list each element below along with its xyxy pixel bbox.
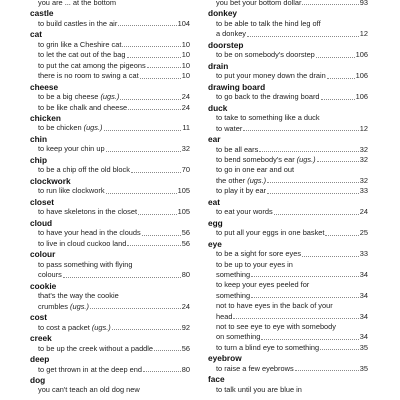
idiom-line	[208, 29, 368, 39]
entry-keyword: face	[208, 374, 225, 385]
idiom-text: to cost a packet (ugs.)	[38, 322, 111, 332]
idiom-text: to go back to the drawing board	[216, 92, 320, 102]
idiom-text: on something	[216, 332, 261, 342]
index-entry	[208, 61, 368, 82]
dot-leader	[320, 349, 359, 350]
index-entry	[30, 249, 190, 280]
page-number: 24	[181, 92, 190, 102]
dot-leader	[106, 193, 177, 194]
idiom-text: to be on somebody's doorstep	[216, 50, 315, 60]
index-entry	[208, 82, 368, 103]
dot-leader	[259, 151, 358, 152]
page-number: 32	[181, 144, 190, 154]
idiom-text: to be like chalk and cheese	[38, 102, 128, 112]
idiom-text: to run like clockwork	[38, 186, 105, 196]
idiom-text: you are ... at the bottom	[38, 0, 117, 7]
page-number: 56	[181, 343, 190, 353]
idiom-text: to eat your words	[216, 207, 273, 217]
idiom-text: to let the cat out of the bag	[38, 50, 126, 60]
dot-leader	[112, 329, 181, 330]
dot-leader	[317, 161, 359, 162]
idiom-line	[30, 302, 190, 312]
idiom-line	[30, 365, 190, 375]
idiom-line	[30, 40, 190, 50]
index-entry	[30, 29, 190, 81]
dot-leader	[147, 67, 181, 68]
idiom-line	[30, 165, 190, 175]
dot-leader	[251, 276, 359, 277]
entry-keyword: drawing board	[208, 81, 266, 92]
page-number: 56	[181, 228, 190, 238]
idiom-text: to bend somebody's ear (ugs.)	[216, 155, 316, 165]
page-number: 70	[181, 165, 190, 175]
page-number: 80	[181, 364, 190, 374]
idiom-text: you bet your bottom dollar	[216, 0, 302, 7]
page-number: 12	[359, 29, 368, 39]
page-number: 34	[359, 311, 368, 321]
idiom-line	[208, 207, 368, 217]
idiom-text: to play it by ear	[216, 186, 267, 196]
dot-leader	[233, 318, 358, 319]
idiom-line	[208, 322, 368, 332]
entry-keyword: cookie	[30, 280, 57, 291]
index-entry	[30, 354, 190, 375]
page-number: 56	[181, 238, 190, 248]
entry-keyword: colour	[30, 249, 56, 260]
page-number: 12	[359, 123, 368, 133]
idiom-text: to get thrown in at the deep end	[38, 364, 142, 374]
idiom-line	[208, 270, 368, 280]
idiom-text: to have your head in the clouds	[38, 228, 141, 238]
idiom-line	[208, 332, 368, 342]
index-entry	[30, 333, 190, 354]
dot-leader	[325, 235, 358, 236]
dot-leader	[140, 78, 181, 79]
idiom-line	[30, 323, 190, 333]
idiom-line	[30, 92, 190, 102]
idiom-text: to water	[216, 123, 243, 133]
entry-keyword: castle	[30, 8, 54, 19]
entry-keyword: eat	[208, 196, 220, 207]
idiom-text: to be chicken (ugs.)	[38, 123, 103, 133]
idiom-text: to be up the creek without a paddle	[38, 343, 154, 353]
idiom-text: that's the way the cookie	[38, 291, 119, 301]
idiom-text: to raise a few eyebrows	[216, 363, 294, 373]
index-entry	[30, 312, 190, 333]
index-entry	[30, 113, 190, 134]
idiom-text: to be a sight for sore eyes	[216, 249, 302, 259]
idiom-text: to be a big cheese (ugs.)	[38, 92, 120, 102]
dot-leader	[267, 182, 359, 183]
index-entry	[30, 176, 190, 197]
index-entry	[30, 8, 190, 29]
page-number: 35	[359, 342, 368, 352]
page-number: 105	[177, 186, 190, 196]
index-entry	[30, 155, 190, 176]
page-number: 10	[181, 60, 190, 70]
entry-keyword: clockwork	[30, 175, 71, 186]
idiom-line	[208, 343, 368, 353]
dot-leader	[251, 297, 359, 298]
dot-leader	[267, 193, 359, 194]
idiom-line	[30, 19, 190, 29]
dot-leader	[104, 130, 182, 131]
dot-leader	[321, 99, 355, 100]
idiom-line	[208, 301, 368, 311]
dot-leader	[143, 371, 181, 372]
page-number: 25	[359, 228, 368, 238]
page-number: 106	[355, 50, 368, 60]
idiom-line	[30, 239, 190, 249]
index-entry	[208, 40, 368, 61]
idiom-text: to put all your eggs in one basket	[216, 228, 325, 238]
idiom-line	[208, 280, 368, 290]
page-number: 24	[359, 207, 368, 217]
index-entry	[208, 374, 368, 395]
idiom-text: something	[216, 269, 251, 279]
dot-leader	[295, 370, 359, 371]
page-number: 104	[177, 18, 190, 28]
idiom-line	[208, 312, 368, 322]
page-number: 32	[359, 144, 368, 154]
dot-leader	[247, 36, 359, 37]
idiom-text: to put the cat among the pigeons	[38, 60, 146, 70]
idiom-line	[30, 291, 190, 301]
idiom-line	[208, 50, 368, 60]
entry-keyword: cheese	[30, 81, 59, 92]
idiom-line	[30, 344, 190, 354]
idiom-text: to be all ears	[216, 144, 259, 154]
dot-leader	[302, 4, 358, 5]
index-entry	[208, 197, 368, 218]
idiom-line	[30, 270, 190, 280]
dot-leader	[63, 277, 181, 278]
entry-keyword: eyebrow	[208, 353, 242, 364]
index-entry	[208, 353, 368, 374]
index-entry	[208, 218, 368, 239]
idiom-line	[208, 385, 368, 395]
idiom-line	[208, 19, 368, 29]
idiom-text: you can't teach an old dog new	[38, 385, 140, 395]
entry-keyword: duck	[208, 102, 228, 113]
page-number: 24	[181, 102, 190, 112]
index-entry	[208, 0, 368, 8]
page-number: 34	[359, 332, 368, 342]
idiom-text: to live in cloud cuckoo land	[38, 238, 127, 248]
idiom-text: to keep your chin up	[38, 144, 105, 154]
entry-keyword: closet	[30, 196, 54, 207]
idiom-text: to keep your eyes peeled for	[216, 280, 310, 290]
idiom-text: a donkey	[216, 29, 246, 39]
index-column-left	[30, 0, 190, 396]
entry-keyword: drain	[208, 60, 229, 71]
page-number: 92	[181, 322, 190, 332]
idiom-line	[30, 103, 190, 113]
page-number: 35	[359, 363, 368, 373]
page-number: 105	[177, 207, 190, 217]
idiom-text: to put your money down the drain	[216, 71, 326, 81]
idiom-text: there is no room to swing a cat	[38, 71, 139, 81]
idiom-line	[30, 71, 190, 81]
entry-keyword: egg	[208, 217, 223, 228]
entry-keyword: chip	[30, 154, 48, 165]
page-number: 33	[359, 186, 368, 196]
idiom-text: head	[216, 311, 233, 321]
idiom-line	[208, 228, 368, 238]
dot-leader	[127, 57, 181, 58]
page-number: 106	[355, 92, 368, 102]
dot-leader	[122, 46, 180, 47]
page-number: 106	[355, 71, 368, 81]
idiom-line	[208, 249, 368, 259]
index-entry	[30, 197, 190, 218]
index-entry	[208, 8, 368, 39]
entry-keyword: deep	[30, 353, 50, 364]
idiom-text: not to have eyes in the back of your	[216, 301, 333, 311]
idiom-text: not to see eye to eye with somebody	[216, 321, 336, 331]
dot-leader	[120, 99, 180, 100]
idiom-line	[208, 364, 368, 374]
idiom-line	[30, 144, 190, 154]
idiom-line	[208, 291, 368, 301]
index-entry	[208, 134, 368, 197]
idiom-text: to talk until you are blue in	[216, 384, 302, 394]
idiom-line	[208, 165, 368, 175]
idiom-line	[208, 186, 368, 196]
page-number: 10	[181, 50, 190, 60]
entry-keyword: donkey	[208, 8, 238, 19]
idiom-line	[208, 176, 368, 186]
idiom-text: something	[216, 290, 251, 300]
page-number: 93	[359, 0, 368, 7]
idiom-text: crumbles (ugs.)	[38, 301, 89, 311]
idiom-text: to be a chip off the old block	[38, 165, 130, 175]
entry-keyword: cost	[30, 311, 48, 322]
page-number: 11	[182, 123, 190, 133]
idiom-line	[30, 207, 190, 217]
page-number: 10	[181, 71, 190, 81]
dot-leader	[128, 109, 181, 110]
idiom-text: to pass something with flying	[38, 259, 133, 269]
page-number: 34	[359, 269, 368, 279]
entry-keyword: eye	[208, 238, 222, 249]
entry-keyword: ear	[208, 134, 221, 145]
entry-keyword: cloud	[30, 217, 53, 228]
idiom-text: to build castles in the air	[38, 18, 118, 28]
idiom-line	[208, 0, 368, 8]
page-number: 80	[181, 270, 190, 280]
idiom-text: colours	[38, 270, 62, 280]
idiom-line	[30, 260, 190, 270]
idiom-line	[208, 113, 368, 123]
idiom-line	[30, 386, 190, 396]
dot-leader	[243, 130, 358, 131]
index-entry	[30, 0, 190, 8]
dot-leader	[327, 78, 355, 79]
idiom-line	[208, 124, 368, 134]
idiom-line	[208, 155, 368, 165]
idiom-line	[30, 50, 190, 60]
page-number: 32	[359, 175, 368, 185]
dot-leader	[90, 308, 181, 309]
index-column-right	[208, 0, 368, 395]
idiom-line	[208, 145, 368, 155]
idiom-line	[30, 0, 190, 8]
dot-leader	[261, 339, 358, 340]
idiom-text: to have skeletons in the closet	[38, 207, 138, 217]
index-entry	[30, 218, 190, 249]
page-number: 34	[359, 290, 368, 300]
idiom-text: to be able to talk the hind leg off	[216, 18, 321, 28]
page-number: 24	[181, 301, 190, 311]
index-entry	[208, 103, 368, 134]
dot-leader	[274, 214, 359, 215]
idiom-line	[208, 260, 368, 270]
idiom-text: to grin like a Cheshire cat	[38, 39, 122, 49]
dot-leader	[154, 350, 181, 351]
idiom-text: to be up to your eyes in	[216, 259, 293, 269]
idiom-line	[30, 228, 190, 238]
entry-keyword: creek	[30, 332, 52, 343]
entry-keyword: cat	[30, 29, 42, 40]
idiom-line	[208, 71, 368, 81]
index-entry	[30, 82, 190, 113]
idiom-text: to take to something like a duck	[216, 113, 320, 123]
page-number: 10	[181, 39, 190, 49]
dot-leader	[118, 25, 176, 26]
index-entry	[30, 281, 190, 312]
idiom-line	[30, 124, 190, 134]
dot-leader	[138, 214, 177, 215]
idiom-line	[30, 61, 190, 71]
page-number: 33	[359, 249, 368, 259]
idiom-text: the other (ugs.)	[216, 175, 267, 185]
entry-keyword: dog	[30, 374, 46, 385]
page-number: 32	[359, 155, 368, 165]
idiom-line	[30, 186, 190, 196]
index-entry	[208, 239, 368, 354]
dot-leader	[127, 245, 180, 246]
entry-keyword: doorstep	[208, 39, 244, 50]
idiom-text: to go in one ear and out	[216, 165, 295, 175]
dot-leader	[302, 256, 359, 257]
dot-leader	[316, 57, 355, 58]
dot-leader	[106, 151, 181, 152]
entry-keyword: chicken	[30, 112, 61, 123]
entry-keyword: chin	[30, 133, 48, 144]
index-entry	[30, 375, 190, 396]
idiom-line	[208, 92, 368, 102]
index-entry	[30, 134, 190, 155]
idiom-text: to turn a blind eye to something	[216, 342, 320, 352]
dot-leader	[131, 172, 181, 173]
dot-leader	[142, 235, 181, 236]
